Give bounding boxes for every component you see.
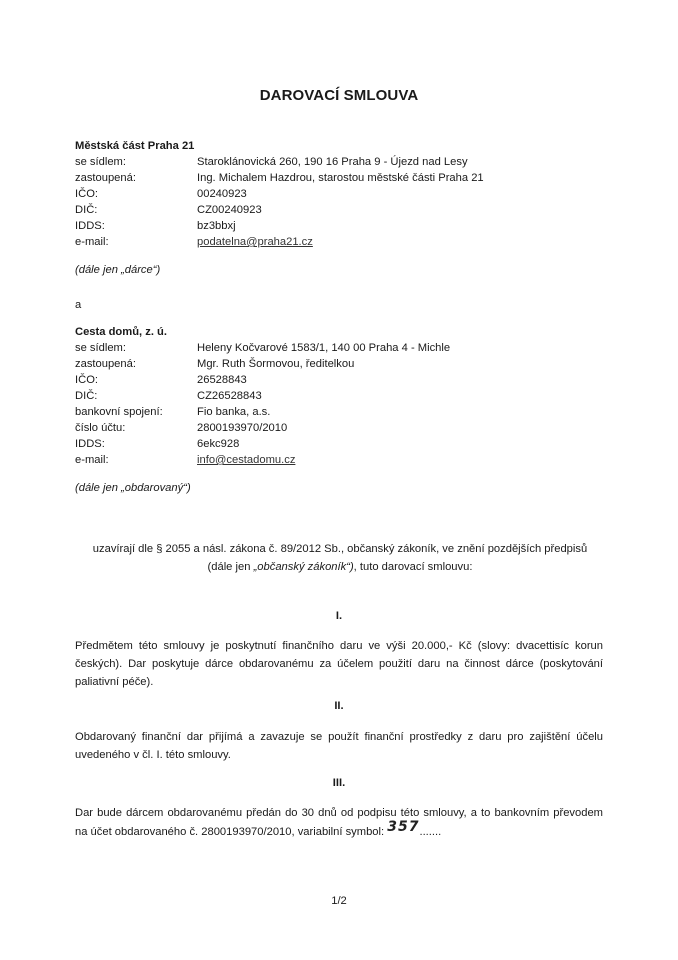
field-value: CZ00240923 (197, 204, 262, 216)
intro-paragraph (60, 540, 620, 576)
field-label: zastoupená: (75, 358, 136, 370)
field-label: DIČ: (75, 390, 98, 402)
field-value: 6ekc928 (197, 438, 240, 450)
recipient-alias: (dále jen „obdarovaný“) (75, 482, 191, 494)
section-heading-1: I. (335, 610, 343, 622)
donor-name: Městská část Praha 21 (75, 140, 195, 152)
donor-field-row (75, 154, 615, 170)
recipient-field-row (75, 404, 615, 420)
donor-alias: (dále jen „dárce“) (75, 264, 161, 276)
field-value: 00240923 (197, 188, 247, 200)
field-value: Mgr. Ruth Šormovou, ředitelkou (197, 358, 355, 370)
intro-line-2 (60, 558, 620, 576)
recipient-field-row (75, 372, 615, 388)
section-heading-3: III. (332, 777, 346, 789)
section-1-text: Předmětem této smlouvy je poskytnutí finančního daru ve výši 20.000,- Kč (slovy: dvacettisíc korun českých). Dar poskytuje dárce obdarovanému za účelem použití daru na činnost dárce (poskytování paliativní péče). (75, 640, 603, 688)
intro-line-2-suffix: , tuto darovací smlouvu: (353, 561, 473, 573)
section-2-text: Obdarovaný finanční dar přijímá a zavazuje se použít finanční prostředky z daru pro zajištění účelu uvedeného v čl. I. této smlouvy. (75, 731, 603, 761)
field-value: Heleny Kočvarové 1583/1, 140 00 Praha 4 - Michle (197, 342, 451, 354)
donor-field-row (75, 186, 615, 202)
field-value: 2800193970/2010 (197, 422, 288, 434)
field-value: Ing. Michalem Hazdrou, starostou městské části Praha 21 (197, 172, 484, 184)
section-heading-2: II. (334, 700, 344, 712)
section-3-text-suffix: ....... (419, 826, 442, 838)
intro-line-2-prefix: (dále jen (207, 561, 254, 573)
donor-email-link[interactable]: podatelna@praha21.cz (197, 236, 313, 248)
intro-line-2-italic: „občanský zákoník“) (253, 561, 354, 573)
variable-symbol-handwritten: 357 (387, 819, 420, 835)
field-label: e-mail: (75, 454, 109, 466)
field-label: bankovní spojení: (75, 406, 163, 418)
recipient-field-row (75, 436, 615, 452)
section-3-text (75, 804, 603, 841)
field-label: číslo účtu: (75, 422, 126, 434)
donor-field-row (75, 202, 615, 218)
field-value: bz3bbxj (197, 220, 236, 232)
field-value: Staroklánovická 260, 190 16 Praha 9 - Újezd nad Lesy (197, 156, 468, 168)
field-label: IČO: (75, 374, 98, 386)
recipient-field-row (75, 356, 615, 372)
recipient-block (75, 324, 615, 468)
field-value: 26528843 (197, 374, 247, 386)
recipient-field-row (75, 340, 615, 356)
field-label: se sídlem: (75, 342, 126, 354)
document-title: DAROVACÍ SMLOUVA (259, 87, 419, 104)
field-label: se sídlem: (75, 156, 126, 168)
donor-field-row (75, 218, 615, 234)
section-3-text-prefix: Dar bude dárcem obdarovanému předán do 30 dnů od podpisu této smlouvy, a to bankovním převodem na účet obdarovaného č. 2800193970/2010, variabilní symbol: (75, 807, 603, 838)
page-number: 1/2 (331, 895, 347, 907)
recipient-field-row (75, 420, 615, 436)
donor-field-row (75, 170, 615, 186)
field-label: e-mail: (75, 236, 109, 248)
field-label: IDDS: (75, 438, 105, 450)
field-label: zastoupená: (75, 172, 136, 184)
field-label: DIČ: (75, 204, 98, 216)
field-label: IDDS: (75, 220, 105, 232)
field-label: IČO: (75, 188, 98, 200)
conjunction: a (75, 299, 82, 311)
field-value: Fio banka, a.s. (197, 406, 271, 418)
donor-block (75, 138, 615, 250)
donor-field-row (75, 234, 615, 250)
field-value: CZ26528843 (197, 390, 262, 402)
intro-line-1: uzavírají dle § 2055 a násl. zákona č. 89/2012 Sb., občanský zákoník, ve znění pozdějších předpisů (92, 543, 588, 555)
recipient-email-link[interactable]: info@cestadomu.cz (197, 454, 296, 466)
recipient-field-row (75, 452, 615, 468)
recipient-name: Cesta domů, z. ú. (75, 326, 167, 338)
recipient-field-row (75, 388, 615, 404)
